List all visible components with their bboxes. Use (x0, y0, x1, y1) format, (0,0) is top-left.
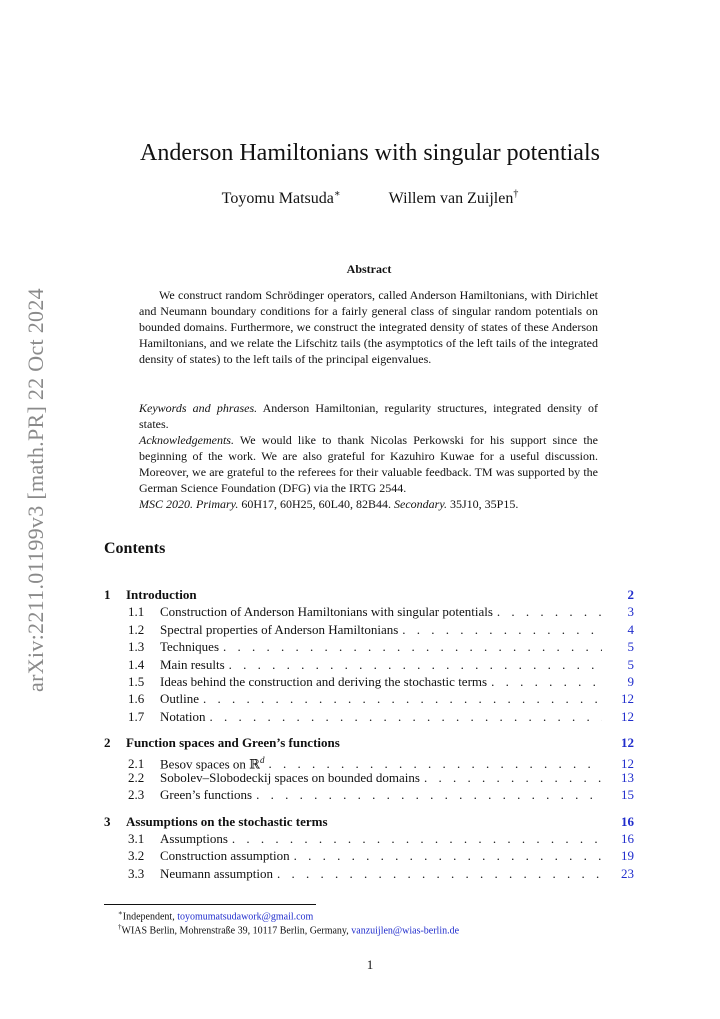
toc-subsection-number: 1.3 (128, 639, 145, 655)
toc-leader-dots (210, 708, 603, 725)
toc-leader-dots (294, 847, 602, 864)
toc-subsection-title[interactable] (160, 830, 228, 847)
toc-section-title[interactable]: Function spaces and Green’s functions (126, 735, 340, 751)
msc-label: MSC 2020. (139, 497, 193, 511)
toc-page-link[interactable]: 5 (627, 639, 634, 655)
toc-leader-dots (229, 656, 602, 673)
toc-subsection-number: 2.2 (128, 769, 145, 785)
author-list (0, 189, 720, 208)
contents-heading: Contents (104, 540, 166, 557)
toc-subsection-title[interactable] (160, 847, 290, 864)
msc-secondary-label: Secondary. (394, 497, 448, 511)
toc-subsection-text: Besov spaces on ℝ (160, 755, 260, 771)
toc-subsection-number: 2.3 (128, 787, 145, 803)
toc-subsection-number: 2.1 (128, 755, 145, 771)
toc-section-title[interactable]: Assumptions on the stochastic terms (126, 813, 328, 829)
toc-page-link[interactable]: 3 (627, 604, 634, 620)
toc-subsection-title[interactable] (160, 708, 206, 725)
toc-subsection-row[interactable] (104, 690, 634, 707)
toc-subsection-text: Notation (160, 708, 206, 724)
acknowledgements (139, 432, 598, 496)
msc-primary: 60H17, 60H25, 60L40, 82B44. (241, 497, 392, 511)
toc-section-title[interactable]: Introduction (126, 587, 197, 602)
toc-subsection-row[interactable] (104, 673, 634, 690)
paper-title: Anderson Hamiltonians with singular potentials (140, 140, 600, 166)
keywords-label: Keywords and phrases. (139, 401, 258, 415)
toc-subsection-text: Spectral properties of Anderson Hamiltonians (160, 621, 399, 637)
footnote-2 (118, 921, 459, 937)
msc-classification (139, 496, 598, 512)
toc-subsection-number: 1.2 (128, 621, 145, 637)
toc-section-row[interactable] (104, 586, 634, 603)
toc-subsection-text: Construction assumption (160, 848, 290, 864)
email-link[interactable]: vanzuijlen@wias-berlin.de (351, 925, 460, 937)
toc-section-number: 2 (104, 735, 111, 751)
author-name: Toyomu Matsuda (221, 190, 334, 208)
table-of-contents (104, 586, 634, 882)
toc-subsection-text: Main results (160, 656, 225, 672)
toc-subsection-title[interactable] (160, 603, 493, 620)
acknowledgements-text: We would like to thank Nicolas Perkowski for his support since the beginning of the work. We are also grateful for Kazuhiro Kuwae for a useful discussion. Moreover, we are grateful to the referees for their valuable feedback. TM was supported by the German Science Foundation (DFG) via the IRTG 2544. (139, 433, 598, 495)
footnote-mark: ∗ (118, 909, 123, 917)
toc-subsection-number: 3.1 (128, 831, 145, 847)
toc-subsection-text: Outline (160, 691, 199, 707)
toc-subsection-row[interactable] (104, 769, 634, 786)
arxiv-sidebar-stamp (18, 280, 54, 700)
footnote-rule (104, 904, 316, 905)
toc-leader-dots (402, 621, 602, 638)
author-footnote-mark: ∗ (333, 189, 341, 200)
toc-page-link[interactable]: 12 (621, 691, 634, 707)
toc-subsection-row[interactable] (104, 708, 634, 725)
email-link[interactable]: toyomumatsudawork@gmail.com (177, 911, 314, 923)
toc-leader-dots (497, 603, 602, 620)
toc-leader-dots (424, 769, 602, 786)
abstract-body: We construct random Schrödinger operators, called Anderson Hamiltonians, with Dirichlet and Neumann boundary conditions for a fairly general class of singular random potentials on bounded domains. Furthermore, we construct the integrated density of states of these Anderson Hamiltonians, and we relate the Lifschitz tails (the asymptotics of the left tails of the integrated density of states) to the left tails of the principal eigenvalues. (139, 288, 598, 366)
toc-section-row[interactable] (104, 734, 634, 751)
toc-section-number: 1 (104, 587, 111, 602)
toc-subsection-text: Construction of Anderson Hamiltonians with singular potentials (160, 604, 493, 620)
author-name: Willem van Zuijlen (388, 190, 514, 208)
toc-subsection-text: Techniques (160, 639, 220, 655)
toc-subsection-number: 1.4 (128, 656, 145, 672)
toc-page-link[interactable]: 16 (621, 813, 634, 829)
acknowledgements-label: Acknowledgements. (139, 433, 234, 447)
toc-subsection-number: 3.3 (128, 865, 145, 881)
toc-subsection-title[interactable] (160, 621, 398, 638)
toc-subsection-title[interactable] (160, 865, 273, 882)
toc-subsection-row[interactable] (104, 786, 634, 803)
toc-section-number: 3 (104, 813, 111, 829)
toc-leader-dots (491, 673, 602, 690)
toc-subsection-row[interactable] (104, 638, 634, 655)
toc-subsection-number: 1.5 (128, 673, 145, 689)
toc-subsection-title[interactable] (160, 638, 219, 655)
toc-subsection-title[interactable] (160, 690, 199, 707)
toc-page-link[interactable]: 4 (627, 621, 634, 637)
footnote-mark: † (118, 923, 122, 931)
toc-subsection-row[interactable] (104, 603, 634, 620)
toc-subsection-text: Assumptions (160, 831, 228, 847)
toc-leader-dots (256, 786, 602, 803)
toc-gap (104, 804, 634, 813)
toc-subsection-row[interactable] (104, 830, 634, 847)
toc-gap (104, 725, 634, 734)
keywords-text: Anderson Hamiltonian, regularity structures, integrated density of states. (139, 401, 598, 431)
toc-superscript: d (259, 754, 265, 765)
toc-page-link[interactable]: 5 (627, 656, 634, 672)
toc-subsection-row[interactable] (104, 656, 634, 673)
toc-page-link[interactable]: 16 (621, 831, 634, 847)
toc-subsection-row[interactable] (104, 752, 634, 769)
toc-page-link[interactable]: 9 (627, 673, 634, 689)
abstract-metadata (139, 400, 598, 512)
toc-subsection-title[interactable] (160, 673, 487, 690)
arxiv-id: arXiv:2211.01199v3 [math.PR] 22 Oct 2024 (23, 288, 49, 692)
footnote-text: Independent, (122, 911, 178, 923)
toc-subsection-text: Sobolev–Slobodeckij spaces on bounded domains (160, 769, 420, 785)
toc-page-link[interactable]: 15 (621, 787, 634, 803)
author-footnote-mark: † (513, 189, 519, 200)
toc-leader-dots (223, 638, 602, 655)
toc-subsection-number: 3.2 (128, 848, 145, 864)
toc-page-link[interactable]: 19 (621, 848, 634, 864)
abstract-heading: Abstract (346, 262, 392, 276)
toc-subsection-row[interactable] (104, 847, 634, 864)
toc-leader-dots (203, 690, 602, 707)
toc-subsection-number: 1.6 (128, 691, 145, 707)
toc-page-link[interactable]: 12 (621, 735, 634, 751)
toc-subsection-title[interactable] (160, 769, 420, 786)
toc-leader-dots (277, 865, 602, 882)
page-number: 1 (366, 957, 374, 972)
toc-page-link[interactable]: 13 (621, 769, 634, 785)
author-2 (389, 190, 519, 207)
toc-subsection-text: Neumann assumption (160, 865, 274, 881)
keywords (139, 400, 598, 432)
msc-secondary: 35J10, 35P15. (450, 497, 519, 511)
toc-subsection-number: 1.1 (128, 604, 145, 620)
toc-page-link[interactable]: 2 (627, 587, 634, 602)
author-1 (222, 190, 341, 207)
toc-section-row[interactable] (104, 813, 634, 830)
toc-subsection-title[interactable] (160, 656, 225, 673)
msc-primary-label: Primary. (196, 497, 239, 511)
toc-subsection-row[interactable] (104, 865, 634, 882)
toc-page-link[interactable]: 12 (621, 755, 634, 771)
footnote-text: WIAS Berlin, Mohrenstraße 39, 10117 Berlin, Germany, (121, 925, 352, 937)
toc-page-link[interactable]: 23 (621, 865, 634, 881)
toc-subsection-number: 1.7 (128, 708, 145, 724)
toc-subsection-title[interactable] (160, 786, 252, 803)
toc-subsection-text: Ideas behind the construction and deriving the stochastic terms (160, 673, 488, 689)
toc-leader-dots (232, 830, 602, 847)
toc-subsection-text: Green’s functions (160, 787, 253, 803)
toc-subsection-row[interactable] (104, 621, 634, 638)
toc-page-link[interactable]: 12 (621, 708, 634, 724)
